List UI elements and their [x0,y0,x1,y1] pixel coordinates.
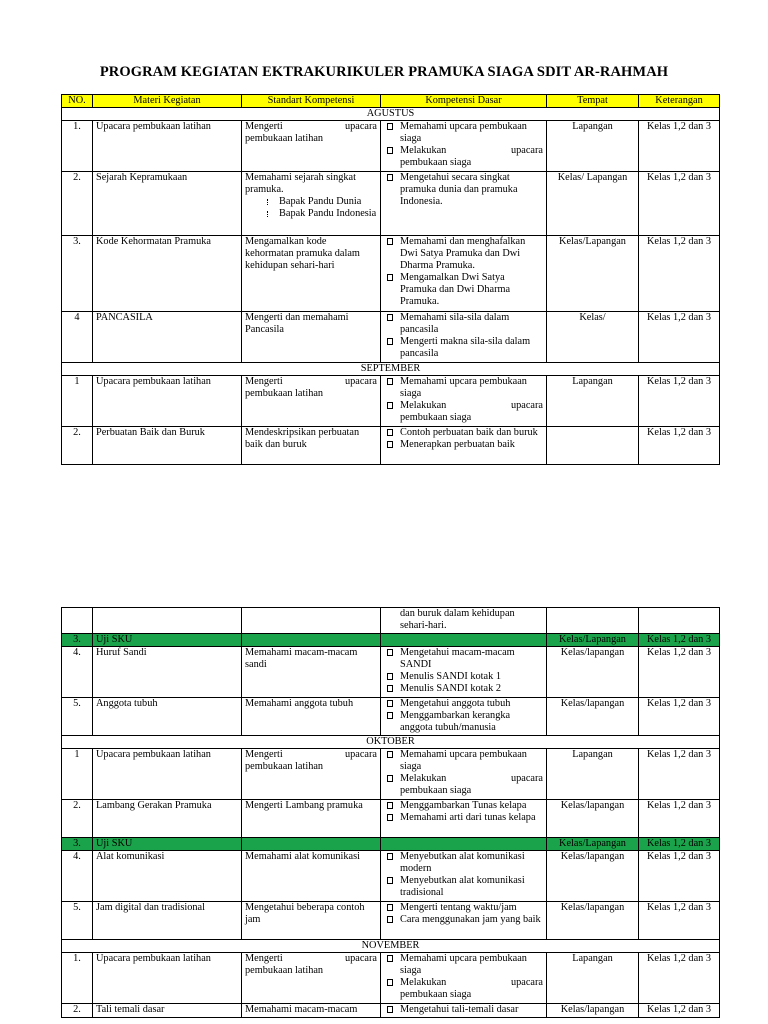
cell-no: 4. [62,851,93,902]
cell-standart-kompetensi: Mengerti upacara pembukaan latihan [242,749,381,800]
cell-tempat: Lapangan [547,376,639,427]
cell-no: 4 [62,312,93,363]
cell-kompetensi-dasar [381,1004,547,1018]
cell-no: 2. [62,172,93,236]
cell-no: 1 [62,376,93,427]
program-table-part-1 [61,94,720,465]
cell-standart-kompetensi: Memahami sejarah singkat pramuka. Bapak Pandu Dunia Bapak Pandu Indonesia [242,172,381,236]
kd-item: Mengerti tentang waktu/jam [384,902,543,914]
table-row [62,312,720,363]
cell-keterangan: Kelas 1,2 dan 3 [639,312,720,363]
table-row [62,376,720,427]
table-row [62,953,720,1004]
cell-no: 1. [62,953,93,1004]
cell-materi: Lambang Gerakan Pramuka [93,800,242,838]
table-row [62,749,720,800]
kd-item: Mengetahui macam-macam SANDI [384,647,543,671]
cell-keterangan: Kelas 1,2 dan 3 [639,172,720,236]
cell-kompetensi-dasar [381,427,547,465]
cell-standart-kompetensi: Mengerti Lambang pramuka [242,800,381,838]
cell-keterangan: Kelas 1,2 dan 3 [639,121,720,172]
cell-materi: Uji SKU [93,838,242,851]
kd-item: Melakukan upacara pembukaan siaga [384,145,543,169]
cell-materi: Upacara pembukaan latihan [93,953,242,1004]
cell-kompetensi-dasar [381,312,547,363]
month-label: OKTOBER [62,736,720,749]
cell-keterangan: Kelas 1,2 dan 3 [639,647,720,698]
cell-standart-kompetensi: Memahami macam-macam sandi [242,647,381,698]
cell-keterangan: Kelas 1,2 dan 3 [639,851,720,902]
cell-kompetensi-dasar [381,698,547,736]
cell-standart-kompetensi: Mengerti upacara pembukaan latihan [242,376,381,427]
kd-item: Cara menggunakan jam yang baik [384,914,543,926]
kd-item: Memahami arti dari tunas kelapa [384,812,543,824]
kd-item: Menulis SANDI kotak 1 [384,671,543,683]
month-row-agustus [62,108,720,121]
kd-item: Contoh perbuatan baik dan buruk [384,427,543,439]
cell-keterangan: Kelas 1,2 dan 3 [639,236,720,312]
cell-kompetensi-dasar [381,800,547,838]
cell-tempat: Kelas/ Lapangan [547,172,639,236]
kd-item: Memahami dan menghafalkan Dwi Satya Pramuka dan Dwi Dharma Pramuka. [384,236,543,272]
cell-tempat [547,427,639,465]
cell-keterangan: Kelas 1,2 dan 3 [639,427,720,465]
cell-kompetensi-dasar [381,236,547,312]
kd-item: Memahami upcara pembukaan siaga [384,953,543,977]
cell-standart-kompetensi: Memahami macam-macam [242,1004,381,1018]
cell-tempat: Kelas/lapangan [547,800,639,838]
cell-no: 2. [62,1004,93,1018]
table-row [62,647,720,698]
cell-keterangan: Kelas 1,2 dan 3 [639,749,720,800]
table-row-continued [62,608,720,634]
table-row [62,698,720,736]
cell-kompetensi-dasar [381,953,547,1004]
month-label: AGUSTUS [62,108,720,121]
header-standart-kompetensi: Standart Kompetensi [242,95,381,108]
header-materi: Materi Kegiatan [93,95,242,108]
kd-item: Melakukan upacara pembukaan siaga [384,977,543,1001]
month-label: NOVEMBER [62,940,720,953]
cell-materi: Tali temali dasar [93,1004,242,1018]
table-row [62,427,720,465]
cell-kompetensi-dasar: dan buruk dalam kehidupan sehari-hari. [381,608,547,634]
kd-item: Mengamalkan Dwi Satya Pramuka dan Dwi Dharma Pramuka. [384,272,543,308]
cell-kompetensi-dasar [381,902,547,940]
cell-tempat: Kelas/lapangan [547,851,639,902]
cell-kompetensi-dasar [381,851,547,902]
cell-standart-kompetensi: Mengetahui beberapa contoh jam [242,902,381,940]
cell-materi: Upacara pembukaan latihan [93,376,242,427]
cell-no: 3. [62,634,93,647]
header-keterangan: Keterangan [639,95,720,108]
kd-item: Mengetahui tali-temali dasar [384,1004,543,1016]
cell-tempat: Kelas/Lapangan [547,236,639,312]
cell-standart-kompetensi: Mengerti upacara pembukaan latihan [242,121,381,172]
cell-no: 3. [62,236,93,312]
cell-standart-kompetensi: Memahami anggota tubuh [242,698,381,736]
table-header-row [62,95,720,108]
cell-tempat: Lapangan [547,749,639,800]
kd-item: Memahami upcara pembukaan siaga [384,121,543,145]
kd-item: Menulis SANDI kotak 2 [384,683,543,695]
header-kompetensi-dasar: Kompetensi Dasar [381,95,547,108]
cell-tempat: Kelas/lapangan [547,698,639,736]
cell-no: 5. [62,902,93,940]
cell-tempat: Kelas/lapangan [547,647,639,698]
document-title: PROGRAM KEGIATAN EKTRAKURIKULER PRAMUKA SIAGA SDIT AR-RAHMAH [99,64,669,80]
cell-tempat: Kelas/ [547,312,639,363]
cell-no: 3. [62,838,93,851]
cell-keterangan: Kelas 1,2 dan 3 [639,838,720,851]
cell-keterangan: Kelas 1,2 dan 3 [639,800,720,838]
cell-no: 2. [62,427,93,465]
cell-materi: Upacara pembukaan latihan [93,749,242,800]
cell-tempat: Kelas/Lapangan [547,634,639,647]
table-row [62,172,720,236]
cell-no: 1 [62,749,93,800]
cell-standart-kompetensi: Mengamalkan kode kehormatan pramuka dalam kehidupan sehari-hari [242,236,381,312]
kd-item: Menyebutkan alat komunikasi tradisional [384,875,543,899]
kd-item: Mengetahui anggota tubuh [384,698,543,710]
kd-item: Menggambarkan Tunas kelapa [384,800,543,812]
cell-tempat: Kelas/lapangan [547,902,639,940]
table-row [62,902,720,940]
cell-keterangan: Kelas 1,2 dan 3 [639,902,720,940]
cell-kompetensi-dasar [381,172,547,236]
cell-kompetensi-dasar [381,647,547,698]
cell-kompetensi-dasar [381,749,547,800]
month-row-september [62,363,720,376]
cell-standart-kompetensi: Mengerti dan memahami Pancasila [242,312,381,363]
cell-tempat: Lapangan [547,953,639,1004]
cell-materi: Jam digital dan tradisional [93,902,242,940]
cell-keterangan: Kelas 1,2 dan 3 [639,698,720,736]
cell-materi: Huruf Sandi [93,647,242,698]
cell-keterangan: Kelas 1,2 dan 3 [639,376,720,427]
kd-item: Memahami upcara pembukaan siaga [384,749,543,773]
cell-materi: Uji SKU [93,634,242,647]
kd-item: Melakukan upacara pembukaan siaga [384,773,543,797]
kd-item: Menggambarkan kerangka anggota tubuh/manusia [384,710,543,734]
cell-no: 2. [62,800,93,838]
cell-no: 1. [62,121,93,172]
cell-materi: Kode Kehormatan Pramuka [93,236,242,312]
kd-item: Memahami upcara pembukaan siaga [384,376,543,400]
kd-item: Menerapkan perbuatan baik [384,439,543,451]
cell-tempat: Kelas/Lapangan [547,838,639,851]
cell-standart-kompetensi: Mengerti upacara pembukaan latihan [242,953,381,1004]
sk-sub-item: Bapak Pandu Dunia [265,196,377,208]
program-table-part-2 [61,607,720,1018]
month-row-november [62,940,720,953]
cell-keterangan: Kelas 1,2 dan 3 [639,1004,720,1018]
cell-keterangan: Kelas 1,2 dan 3 [639,634,720,647]
table-row-uji-sku [62,838,720,851]
cell-no: 5. [62,698,93,736]
cell-materi: Alat komunikasi [93,851,242,902]
cell-materi: Upacara pembukaan latihan [93,121,242,172]
month-row-oktober [62,736,720,749]
table-row [62,800,720,838]
cell-materi: Perbuatan Baik dan Buruk [93,427,242,465]
cell-standart-kompetensi: Mendeskripsikan perbuatan baik dan buruk [242,427,381,465]
cell-kompetensi-dasar [381,121,547,172]
cell-no: 4. [62,647,93,698]
kd-item: Mengetahui secara singkat pramuka dunia dan pramuka Indonesia. [384,172,543,208]
table-row [62,236,720,312]
kd-item: Menyebutkan alat komunikasi modern [384,851,543,875]
sk-sub-item: Bapak Pandu Indonesia [265,208,377,220]
header-no: NO. [62,95,93,108]
header-tempat: Tempat [547,95,639,108]
cell-keterangan: Kelas 1,2 dan 3 [639,953,720,1004]
cell-standart-kompetensi: Memahami alat komunikasi [242,851,381,902]
cell-materi: PANCASILA [93,312,242,363]
cell-tempat: Lapangan [547,121,639,172]
cell-tempat: Kelas/lapangan [547,1004,639,1018]
table-row [62,1004,720,1018]
kd-item: Melakukan upacara pembukaan siaga [384,400,543,424]
kd-item: Memahami sila-sila dalam pancasila [384,312,543,336]
cell-materi: Sejarah Kepramukaan [93,172,242,236]
table-row-uji-sku [62,634,720,647]
table-row [62,121,720,172]
cell-materi: Anggota tubuh [93,698,242,736]
cell-kompetensi-dasar [381,376,547,427]
kd-item: Mengerti makna sila-sila dalam pancasila [384,336,543,360]
table-row [62,851,720,902]
month-label: SEPTEMBER [62,363,720,376]
